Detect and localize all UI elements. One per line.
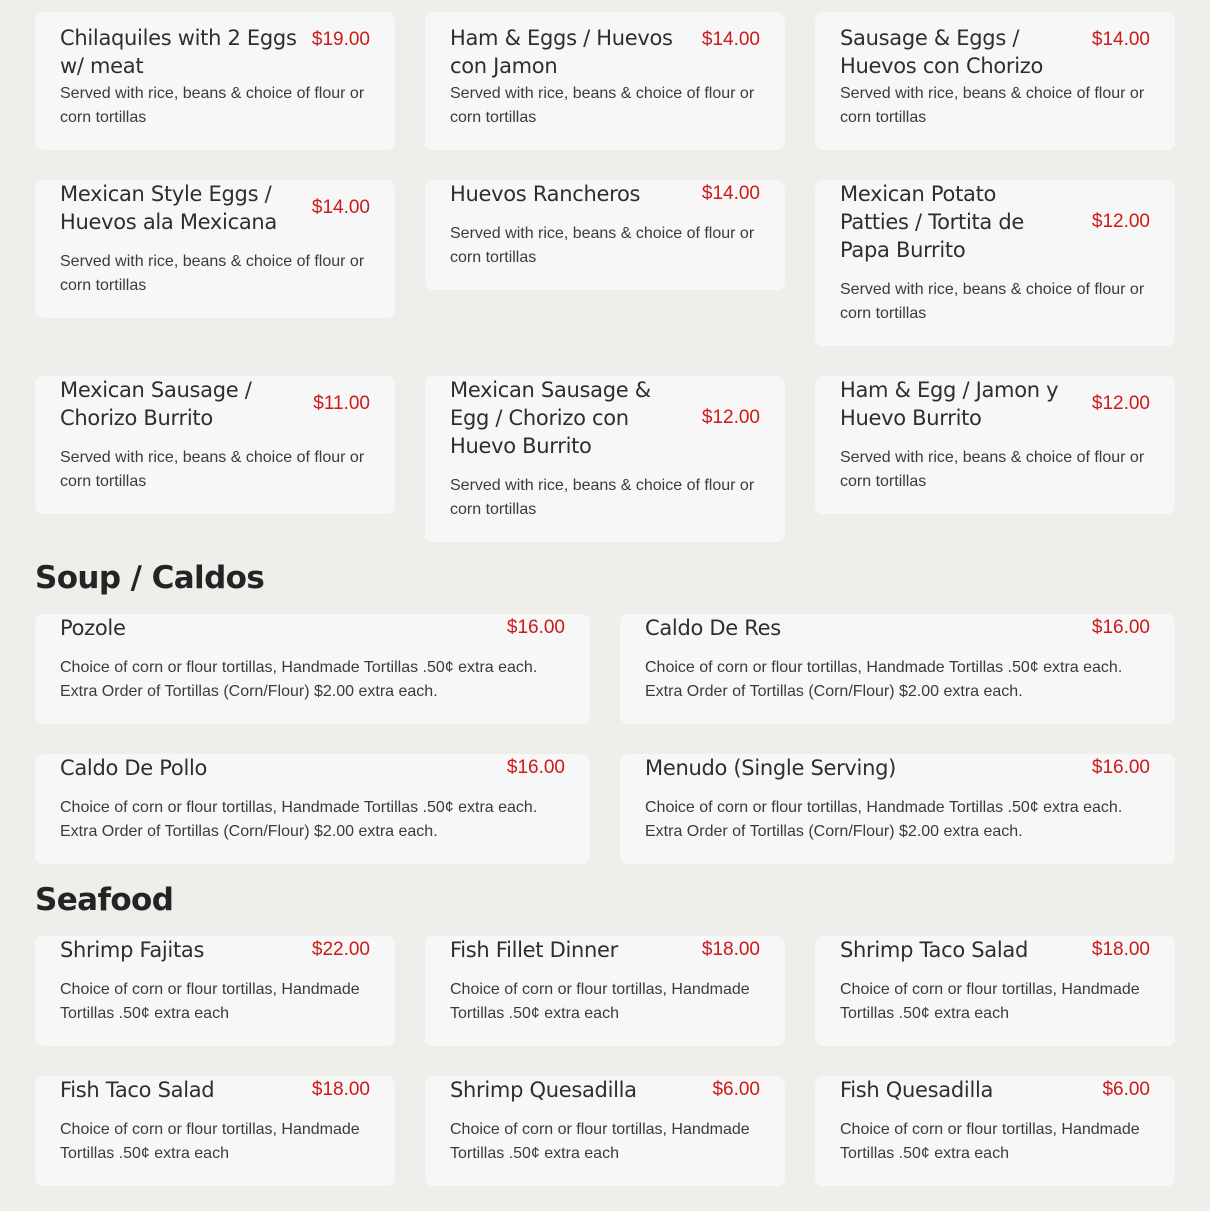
menu-item-description: Choice of corn or flour tortillas, Handmade Tortillas .50¢ extra each xyxy=(450,1121,750,1162)
menu-item-description: Choice of corn or flour tortillas, Handmade Tortillas .50¢ extra each. Extra Order of Tortillas (Corn/Flour) $2.00 extra each. xyxy=(60,799,538,840)
menu-item-card[interactable] xyxy=(35,614,590,724)
menu-item-description: Choice of corn or flour tortillas, Handmade Tortillas .50¢ extra each xyxy=(60,981,360,1022)
menu-item-price: $18.00 xyxy=(311,1079,370,1100)
menu-item-price: $16.00 xyxy=(1091,757,1150,778)
menu-item-price: $18.00 xyxy=(1091,939,1150,960)
menu-item-price: $16.00 xyxy=(1091,617,1150,638)
menu-item-card[interactable] xyxy=(425,936,785,1046)
menu-item-card[interactable] xyxy=(35,754,590,864)
menu-item-price: $6.00 xyxy=(1102,1079,1150,1100)
menu-item-description: Served with rice, beans & choice of flour or corn tortillas xyxy=(60,85,365,126)
menu-item-description: Served with rice, beans & choice of flour or corn tortillas xyxy=(450,85,755,126)
menu-item-name: Menudo (Single Serving) xyxy=(645,756,897,780)
menu-item-card[interactable] xyxy=(35,936,395,1046)
menu-item-description: Choice of corn or flour tortillas, Handmade Tortillas .50¢ extra each. Extra Order of Tortillas (Corn/Flour) $2.00 extra each. xyxy=(60,659,538,700)
menu-item-card[interactable] xyxy=(815,936,1175,1046)
menu-item-name: Fish Taco Salad xyxy=(60,1078,215,1102)
menu-item-price: $6.00 xyxy=(712,1079,760,1100)
menu-item-card[interactable] xyxy=(425,12,785,150)
menu-item-description: Served with rice, beans & choice of flour or corn tortillas xyxy=(450,225,755,266)
menu-item-description: Served with rice, beans & choice of flour or corn tortillas xyxy=(450,477,755,518)
menu-item-description: Served with rice, beans & choice of flour or corn tortillas xyxy=(840,449,1145,490)
menu-item-card[interactable] xyxy=(815,12,1175,150)
menu-item-name: Chilaquiles with 2 Eggs w/ meat xyxy=(60,26,297,78)
menu-item-description: Served with rice, beans & choice of flour or corn tortillas xyxy=(840,85,1145,126)
menu-item-description: Choice of corn or flour tortillas, Handmade Tortillas .50¢ extra each xyxy=(450,981,750,1022)
menu-item-price: $19.00 xyxy=(311,29,370,50)
menu-item-price: $12.00 xyxy=(701,407,760,428)
menu-item-price: $18.00 xyxy=(701,939,760,960)
menu-item-name: Shrimp Taco Salad xyxy=(840,938,1028,962)
menu-item-name: Shrimp Fajitas xyxy=(60,938,205,962)
menu-item-name: Mexican Sausage & Egg / Chorizo con Huevo Burrito xyxy=(450,378,651,458)
section-title-seafood: Seafood xyxy=(35,882,174,918)
menu-item-card[interactable] xyxy=(620,754,1175,864)
menu-item-name: Sausage & Eggs / Huevos con Chorizo xyxy=(840,26,1044,78)
menu-item-name: Mexican Sausage / Chorizo Burrito xyxy=(60,378,252,430)
menu-item-card[interactable] xyxy=(35,12,395,150)
menu-item-description: Choice of corn or flour tortillas, Handmade Tortillas .50¢ extra each. Extra Order of Tortillas (Corn/Flour) $2.00 extra each. xyxy=(645,799,1123,840)
menu-item-price: $14.00 xyxy=(1091,29,1150,50)
menu-item-card[interactable] xyxy=(425,180,785,290)
menu-item-price: $14.00 xyxy=(311,197,370,218)
menu-item-card[interactable] xyxy=(815,1076,1175,1186)
section-title-soup: Soup / Caldos xyxy=(35,560,265,596)
menu-item-name: Caldo De Res xyxy=(645,616,781,640)
menu-item-price: $14.00 xyxy=(701,183,760,204)
menu-item-description: Choice of corn or flour tortillas, Handmade Tortillas .50¢ extra each. Extra Order of Tortillas (Corn/Flour) $2.00 extra each. xyxy=(645,659,1123,700)
menu-item-name: Fish Fillet Dinner xyxy=(450,938,618,962)
menu-item-card[interactable] xyxy=(815,180,1175,346)
menu-item-price: $11.00 xyxy=(313,393,370,414)
menu-item-name: Caldo De Pollo xyxy=(60,756,208,780)
menu-item-name: Shrimp Quesadilla xyxy=(450,1078,637,1102)
menu-item-description: Choice of corn or flour tortillas, Handmade Tortillas .50¢ extra each xyxy=(60,1121,360,1162)
menu-item-name: Mexican Style Eggs / Huevos ala Mexicana xyxy=(60,182,277,234)
menu-item-card[interactable] xyxy=(815,376,1175,514)
menu-item-card[interactable] xyxy=(620,614,1175,724)
menu-item-name: Ham & Egg / Jamon y Huevo Burrito xyxy=(840,378,1059,430)
menu-item-name: Fish Quesadilla xyxy=(840,1078,994,1102)
menu-item-card[interactable] xyxy=(35,376,395,514)
menu-item-card[interactable] xyxy=(35,180,395,318)
menu-item-price: $14.00 xyxy=(701,29,760,50)
menu-item-price: $16.00 xyxy=(506,617,565,638)
menu-item-description: Choice of corn or flour tortillas, Handmade Tortillas .50¢ extra each xyxy=(840,981,1140,1022)
menu-item-name: Pozole xyxy=(60,616,126,640)
menu-item-price: $12.00 xyxy=(1091,211,1150,232)
menu-item-name: Ham & Eggs / Huevos con Jamon xyxy=(450,26,673,78)
menu-item-price: $12.00 xyxy=(1091,393,1150,414)
menu-item-description: Choice of corn or flour tortillas, Handmade Tortillas .50¢ extra each xyxy=(840,1121,1140,1162)
menu-item-name: Huevos Rancheros xyxy=(450,182,641,206)
menu-item-price: $22.00 xyxy=(311,939,370,960)
menu-item-name: Mexican Potato Patties / Tortita de Papa Burrito xyxy=(840,182,1025,262)
menu-item-card[interactable] xyxy=(425,376,785,542)
menu-item-description: Served with rice, beans & choice of flour or corn tortillas xyxy=(60,253,365,294)
menu-item-description: Served with rice, beans & choice of flour or corn tortillas xyxy=(840,281,1145,322)
menu-item-card[interactable] xyxy=(35,1076,395,1186)
menu-item-price: $16.00 xyxy=(506,757,565,778)
menu-item-description: Served with rice, beans & choice of flour or corn tortillas xyxy=(60,449,365,490)
menu-item-card[interactable] xyxy=(425,1076,785,1186)
